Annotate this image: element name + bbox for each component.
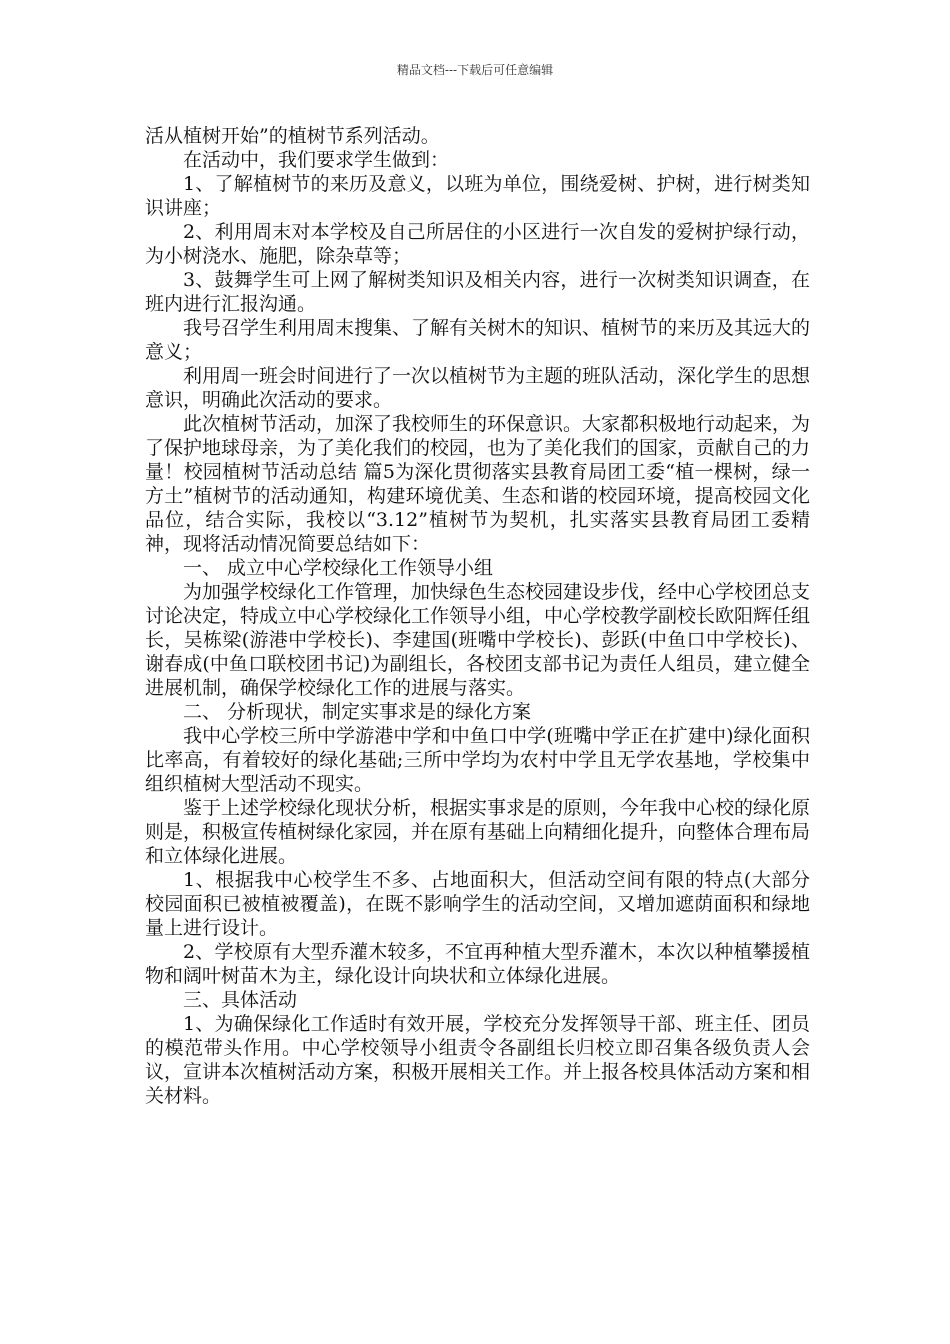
paragraph: 3、鼓舞学生可上网了解树类知识及相关内容，进行一次树类知识调查，在班内进行汇报沟通。 (145, 269, 810, 315)
paragraph: 1、根据我中心校学生不多、占地面积大，但活动空间有限的特点(大部分校园面积已被植被覆盖)，在既不影响学生的活动空间，又增加遮荫面积和绿地量上进行设计。 (145, 869, 810, 939)
paragraph: 我号召学生利用周末搜集、了解有关树木的知识、植树节的来历及其远大的意义； (145, 317, 811, 363)
paragraph: 二、 分析现状，制定实事求是的绿化方案 (183, 701, 532, 723)
paragraph: 利用周一班会时间进行了一次以植树节为主题的班队活动，深化学生的思想意识，明确此次活动的要求。 (145, 365, 811, 411)
document-body (145, 124, 810, 1108)
paragraph: 三、具体活动 (183, 989, 298, 1011)
paragraph: 我中心学校三所中学游港中学和中鱼口中学(班嘴中学正在扩建中)绿化面积比率高，有着较好的绿化基础;三所中学均为农村中学且无学农基地，学校集中组织植树大型活动不现实。 (145, 725, 810, 795)
page-header: 精品文档---下载后可任意编辑 (396, 63, 554, 77)
paragraph: 在活动中，我们要求学生做到： (183, 149, 450, 171)
paragraph: 活从植树开始”的植树节系列活动。 (145, 125, 440, 147)
paragraph: 一、 成立中心学校绿化工作领导小组 (183, 557, 494, 579)
paragraph: 1、为确保绿化工作适时有效开展，学校充分发挥领导干部、班主任、团员的模范带头作用。中心学校领导小组责令各副组长归校立即召集各级负责人会议，宣讲本次植树活动方案，积极开展相关工作。并上报各校具体活动方案和相关材料。 (145, 1013, 811, 1107)
paragraph: 为加强学校绿化工作管理，加快绿色生态校园建设步伐，经中心学校团总支讨论决定，特成立中心学校绿化工作领导小组，中心学校教学副校长欧阳辉任组长，吴栋梁(游港中学校长)、李建国(班嘴中学校长)、彭跃(中鱼口中学校长)、谢春成(中鱼口联校团书记)为副组长，各校团支部书记为责任人组员，建立健全进展机制，确保学校绿化工作的进展与落实。 (145, 581, 811, 699)
paragraph: 鉴于上述学校绿化现状分析，根据实事求是的原则，今年我中心校的绿化原则是，积极宣传植树绿化家园，并在原有基础上向精细化提升，向整体合理布局和立体绿化进展。 (145, 797, 811, 867)
paragraph: 1、了解植树节的来历及意义，以班为单位，围绕爱树、护树，进行树类知识讲座； (145, 173, 810, 219)
paragraph: 此次植树节活动，加深了我校师生的环保意识。大家都积极地行动起来，为了保护地球母亲，为了美化我们的校园，也为了美化我们的国家，贡献自己的力量！校园植树节活动总结 篇5为深化贯彻落实县教育局团工委“植一棵树，绿一方土”植树节的活动通知，构建环境优美、生态和谐的校园环境，提高校园文化品位，结合实际，我校以“3.12”植树节为契机，扎实落实县教育局团工委精神，现将活动情况简要总结如下： (145, 413, 811, 555)
paragraph: 2、学校原有大型乔灌木较多，不宜再种植大型乔灌木，本次以种植攀援植物和阔叶树苗木为主，绿化设计向块状和立体绿化进展。 (145, 941, 810, 987)
paragraph: 2、利用周末对本学校及自己所居住的小区进行一次自发的爱树护绿行动，为小树浇水、施肥，除杂草等； (145, 221, 810, 267)
